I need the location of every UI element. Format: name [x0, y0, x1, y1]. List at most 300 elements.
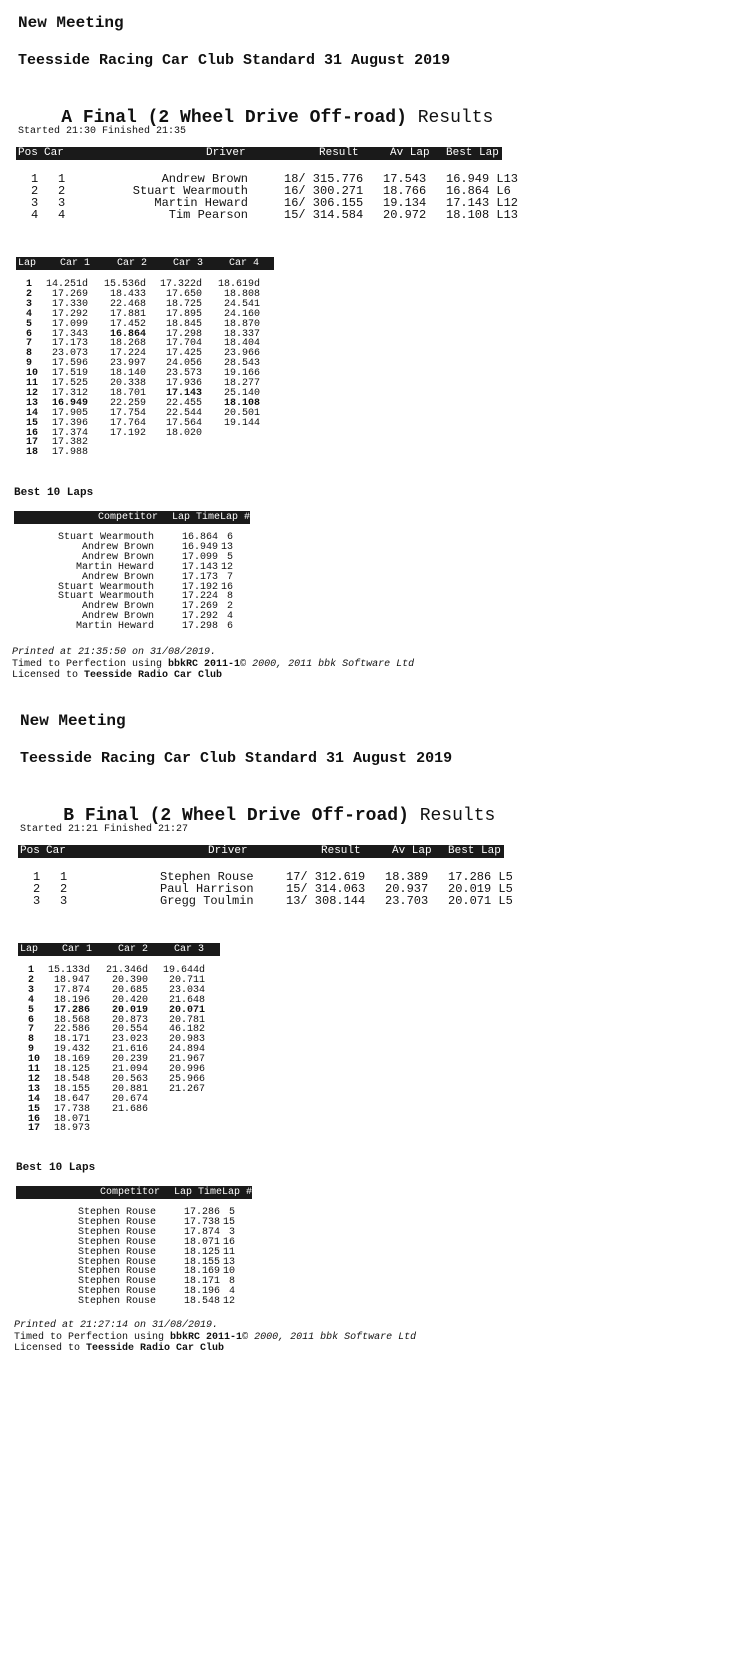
header-car: Car — [44, 147, 64, 159]
result-best-lap: 20.071 L5 — [448, 894, 513, 908]
best-lap-number: 6 — [226, 621, 233, 633]
lap-time-car-2: 20.674 — [111, 1093, 148, 1105]
lap-number: 2 — [26, 288, 33, 300]
lap-number: 6 — [26, 328, 33, 340]
result-row — [0, 871, 742, 883]
printed-at — [14, 1321, 218, 1331]
lap-time-car-1: 17.286 — [53, 1004, 90, 1016]
result-av-lap: 19.134 — [383, 196, 427, 210]
lap-time-car-2: 16.864 — [109, 328, 146, 340]
best-lap-number: 16 — [222, 1236, 235, 1248]
lap-time-car-1: 17.874 — [53, 984, 90, 996]
lap-number: 4 — [28, 994, 35, 1006]
lap-header-car3: Car 3 — [174, 944, 205, 955]
result-total: 15/ 314.063 — [286, 882, 366, 896]
best-lap-number: 8 — [228, 1276, 235, 1288]
best-lap-time: 17.292 — [182, 611, 219, 623]
lap-time-car-3: 17.143 — [165, 387, 202, 399]
best-lap-time: 18.171 — [184, 1276, 221, 1288]
lap-time-car-1: 18.568 — [53, 1014, 90, 1026]
lap-number: 3 — [26, 298, 33, 310]
result-pos: 2 — [33, 882, 41, 896]
results-header-bar — [18, 845, 504, 858]
best-lap-competitor: Stephen Rouse — [77, 1256, 156, 1268]
lap-time-car-3: 17.936 — [165, 378, 202, 389]
lap-row — [0, 1115, 742, 1125]
best-lap-number: 2 — [226, 601, 233, 613]
lap-number: 6 — [28, 1014, 35, 1026]
lap-time-car-1: 17.312 — [51, 387, 88, 399]
result-car: 2 — [58, 184, 66, 198]
result-total: 13/ 308.144 — [286, 894, 366, 908]
lap-number: 9 — [26, 358, 33, 370]
best-lap-time: 17.099 — [182, 551, 219, 563]
meeting-title: New Meeting — [18, 14, 124, 32]
lap-header-car1: Car 1 — [62, 944, 93, 955]
header-best-lap: Best Lap — [446, 147, 499, 159]
lap-number: 15 — [28, 1103, 41, 1115]
lap-time-car-1: 17.173 — [51, 338, 88, 350]
meeting-title: New Meeting — [20, 712, 126, 730]
lap-time-car-4: 24.160 — [223, 308, 260, 320]
lap-time-car-2: 20.563 — [111, 1073, 148, 1085]
best-header-lap-time: Lap Time — [172, 512, 221, 523]
result-total: 15/ 314.584 — [284, 208, 364, 222]
lap-time-car-1: 14.251d — [45, 279, 88, 290]
lap-number: 8 — [28, 1034, 35, 1046]
header-best-lap: Best Lap — [448, 845, 501, 857]
lap-time-car-2: 23.997 — [109, 358, 146, 370]
lap-number: 16 — [28, 1113, 41, 1125]
lap-time-car-1: 18.647 — [53, 1093, 90, 1105]
header-av-lap: Av Lap — [390, 147, 430, 159]
lap-number: 13 — [28, 1083, 41, 1095]
lap-header-car2: Car 2 — [117, 258, 148, 269]
result-row — [0, 883, 742, 895]
lap-number: 2 — [28, 974, 35, 986]
lap-time-car-1: 18.196 — [53, 994, 90, 1006]
lap-time-car-3: 46.182 — [168, 1024, 205, 1036]
lap-time-car-2: 18.701 — [109, 387, 146, 399]
lap-time-car-1: 17.988 — [51, 447, 88, 459]
final-name: A Final (2 Wheel Drive Off-road) — [61, 108, 407, 128]
result-driver: Tim Pearson — [168, 208, 248, 222]
result-car: 4 — [58, 208, 66, 222]
best-lap-competitor: Stephen Rouse — [77, 1246, 156, 1258]
best-lap-number: 5 — [226, 551, 233, 563]
lap-number: 12 — [26, 387, 39, 399]
best-lap-competitor: Stephen Rouse — [77, 1207, 156, 1218]
final-results-word: Results — [417, 108, 494, 128]
lap-time-car-2: 22.468 — [109, 298, 146, 310]
lap-time-car-3: 17.425 — [165, 348, 202, 360]
best-header-lap-num: Lap # — [220, 512, 251, 523]
lap-header-lap: Lap — [18, 258, 37, 269]
best-lap-time: 18.071 — [184, 1236, 221, 1248]
result-av-lap: 18.389 — [385, 870, 429, 884]
lap-time-car-3: 17.298 — [165, 328, 202, 340]
lap-time-car-2: 15.536d — [103, 279, 146, 290]
lap-number: 5 — [26, 318, 33, 330]
lap-time-car-1: 19.432 — [53, 1044, 90, 1056]
result-row — [0, 197, 742, 209]
best-lap-time: 17.286 — [184, 1207, 221, 1218]
result-best-lap: 17.143 L12 — [446, 196, 519, 210]
best-lap-time: 17.269 — [182, 601, 219, 613]
result-av-lap: 23.703 — [385, 894, 429, 908]
lap-time-car-3: 20.996 — [168, 1064, 205, 1075]
lap-time-car-4: 18.277 — [223, 378, 260, 389]
club-title: Teesside Racing Car Club Standard 31 August 2019 — [18, 52, 451, 69]
lap-time-car-1: 18.947 — [53, 974, 90, 986]
header-result: Result — [321, 845, 361, 857]
result-total: 16/ 306.155 — [284, 196, 364, 210]
best-lap-number: 3 — [228, 1226, 235, 1238]
lap-time-car-3: 17.895 — [165, 308, 202, 320]
lap-time-car-2: 22.259 — [109, 397, 146, 409]
best-lap-competitor: Stephen Rouse — [77, 1266, 156, 1278]
lap-time-car-2: 20.554 — [111, 1024, 148, 1036]
licensed-prefix: Licensed to — [12, 670, 79, 681]
lap-number: 8 — [26, 348, 33, 360]
lap-time-car-1: 17.292 — [51, 308, 88, 320]
header-car: Car — [46, 845, 66, 857]
lap-time-car-2: 21.686 — [111, 1103, 148, 1115]
best-header-competitor: Competitor — [100, 1187, 161, 1198]
best-lap-time: 17.173 — [182, 571, 219, 583]
lap-time-car-1: 18.169 — [53, 1054, 90, 1066]
lap-time-car-2: 23.023 — [111, 1034, 148, 1046]
lap-time-car-1: 17.099 — [51, 318, 88, 330]
lap-time-car-2: 20.338 — [109, 378, 146, 389]
result-driver: Martin Heward — [154, 196, 248, 210]
result-av-lap: 17.543 — [383, 172, 427, 186]
lap-time-car-3: 21.648 — [168, 994, 205, 1006]
best-lap-competitor: Martin Heward — [75, 561, 154, 573]
lap-time-car-2: 20.390 — [111, 974, 148, 986]
best-lap-time: 17.224 — [182, 591, 219, 603]
lap-header-bar — [16, 257, 274, 270]
lap-number: 14 — [26, 407, 39, 419]
results-header-bar — [16, 147, 502, 160]
best-lap-time: 18.125 — [184, 1246, 221, 1258]
lap-row — [0, 438, 742, 448]
result-driver: Gregg Toulmin — [160, 894, 254, 908]
best-lap-number: 6 — [226, 532, 233, 543]
lap-time-car-4: 28.543 — [223, 358, 260, 370]
result-pos: 1 — [33, 870, 41, 884]
final-name: B Final (2 Wheel Drive Off-road) — [63, 806, 409, 826]
timed-product: bbkRC 2011-1 — [170, 1332, 243, 1343]
lap-time-car-3: 20.071 — [168, 1004, 205, 1016]
lap-header-car2: Car 2 — [118, 944, 149, 955]
lap-time-car-1: 16.949 — [51, 397, 88, 409]
best-lap-number: 15 — [222, 1216, 235, 1228]
lap-time-car-1: 17.738 — [53, 1103, 90, 1115]
lap-time-car-4: 18.619d — [217, 279, 260, 290]
lap-time-car-4: 19.166 — [223, 368, 260, 380]
final-title — [20, 786, 495, 846]
start-finish-time: Started 21:30 Finished 21:35 — [18, 126, 187, 137]
lap-header-car3: Car 3 — [173, 258, 204, 269]
lap-time-car-3: 18.725 — [165, 298, 202, 310]
best-header-lap-time: Lap Time — [174, 1187, 223, 1198]
best-lap-time: 17.738 — [184, 1216, 221, 1228]
lap-time-car-4: 19.144 — [223, 417, 260, 429]
result-car: 3 — [60, 894, 68, 908]
licensed-to — [14, 1344, 224, 1354]
best-lap-time: 17.874 — [184, 1226, 221, 1238]
lap-time-car-2: 17.754 — [109, 407, 146, 419]
best-lap-number: 4 — [228, 1286, 235, 1298]
best-lap-competitor: Andrew Brown — [81, 601, 154, 613]
best-lap-number: 7 — [226, 571, 233, 583]
best-lap-competitor: Stuart Wearmouth — [57, 581, 154, 593]
timed-suffix: © 2000, 2011 bbk Software Ltd — [240, 659, 415, 670]
lap-time-car-3: 20.711 — [168, 974, 205, 986]
result-car: 1 — [58, 172, 66, 186]
best-lap-competitor: Andrew Brown — [81, 571, 154, 583]
best-lap-time: 16.949 — [182, 541, 219, 553]
lap-time-car-3: 17.564 — [165, 417, 202, 429]
best-lap-number: 12 — [220, 561, 233, 573]
lap-number: 18 — [26, 447, 39, 459]
lap-time-car-1: 17.330 — [51, 298, 88, 310]
lap-time-car-2: 17.452 — [109, 318, 146, 330]
lap-time-car-1: 18.171 — [53, 1034, 90, 1046]
timed-by — [12, 660, 414, 670]
lap-number: 13 — [26, 397, 39, 409]
licensed-club: Teesside Radio Car Club — [84, 670, 223, 681]
lap-number: 12 — [28, 1073, 41, 1085]
lap-time-car-1: 15.133d — [47, 965, 90, 976]
best-lap-competitor: Andrew Brown — [81, 611, 154, 623]
lap-time-car-2: 20.685 — [111, 984, 148, 996]
lap-time-car-4: 25.140 — [223, 387, 260, 399]
lap-time-car-1: 17.343 — [51, 328, 88, 340]
best-lap-time: 17.192 — [182, 581, 219, 593]
result-total: 18/ 315.776 — [284, 172, 364, 186]
result-total: 17/ 312.619 — [286, 870, 366, 884]
timed-prefix: Timed to Perfection using — [12, 659, 163, 670]
best-lap-competitor: Stuart Wearmouth — [57, 532, 154, 543]
header-result: Result — [319, 147, 359, 159]
lap-time-car-2: 18.268 — [109, 338, 146, 350]
lap-number: 10 — [28, 1054, 41, 1066]
result-best-lap: 17.286 L5 — [448, 870, 513, 884]
timed-prefix: Timed to Perfection using — [14, 1332, 165, 1343]
result-car: 3 — [58, 196, 66, 210]
lap-time-car-3: 20.781 — [168, 1014, 205, 1026]
lap-time-car-3: 17.322d — [159, 279, 202, 290]
best-lap-number: 10 — [222, 1266, 235, 1278]
lap-number: 7 — [28, 1024, 35, 1036]
result-best-lap: 16.864 L6 — [446, 184, 511, 198]
printed-text: Printed at 21:27:14 on 31/08/2019. — [14, 1320, 219, 1331]
best-lap-competitor: Stephen Rouse — [77, 1236, 156, 1248]
result-av-lap: 20.937 — [385, 882, 429, 896]
result-pos: 2 — [31, 184, 39, 198]
lap-time-car-3: 18.020 — [165, 427, 202, 439]
lap-time-car-4: 20.501 — [223, 407, 260, 419]
best-lap-competitor: Andrew Brown — [81, 541, 154, 553]
lap-number: 11 — [26, 378, 39, 389]
lap-time-car-2: 17.764 — [109, 417, 146, 429]
lap-time-car-3: 21.967 — [168, 1054, 205, 1066]
lap-time-car-2: 21.346d — [105, 965, 148, 976]
result-row — [0, 173, 742, 185]
printed-text: Printed at 21:35:50 on 31/08/2019. — [12, 647, 217, 658]
result-pos: 1 — [31, 172, 39, 186]
best-lap-competitor: Stephen Rouse — [77, 1286, 156, 1298]
result-av-lap: 18.766 — [383, 184, 427, 198]
lap-time-car-1: 17.396 — [51, 417, 88, 429]
lap-time-car-2: 21.616 — [111, 1044, 148, 1056]
lap-number: 3 — [28, 984, 35, 996]
result-row — [0, 895, 742, 907]
lap-time-car-2: 20.239 — [111, 1054, 148, 1066]
result-row — [0, 185, 742, 197]
result-best-lap: 16.949 L13 — [446, 172, 519, 186]
lap-time-car-1: 18.548 — [53, 1073, 90, 1085]
lap-number: 1 — [28, 965, 35, 976]
lap-time-car-2: 21.094 — [111, 1064, 148, 1075]
lap-time-car-3: 25.966 — [168, 1073, 205, 1085]
final-title — [18, 88, 493, 148]
lap-time-car-3: 19.644d — [162, 965, 205, 976]
header-driver: Driver — [208, 845, 248, 857]
timed-by — [14, 1333, 416, 1343]
lap-time-car-3: 22.455 — [165, 397, 202, 409]
result-av-lap: 20.972 — [383, 208, 427, 222]
best-lap-number: 4 — [226, 611, 233, 623]
result-driver: Andrew Brown — [161, 172, 248, 186]
lap-number: 17 — [28, 1123, 41, 1135]
lap-time-car-4: 18.108 — [223, 397, 260, 409]
result-pos: 4 — [31, 208, 39, 222]
lap-time-car-3: 24.056 — [165, 358, 202, 370]
lap-time-car-1: 18.973 — [53, 1123, 90, 1135]
lap-time-car-2: 20.873 — [111, 1014, 148, 1026]
best-lap-time: 16.864 — [182, 532, 219, 543]
best-header-lap-num: Lap # — [222, 1187, 253, 1198]
lap-time-car-3: 17.650 — [165, 288, 202, 300]
best-lap-number: 16 — [220, 581, 233, 593]
lap-time-car-1: 17.374 — [51, 427, 88, 439]
result-best-lap: 20.019 L5 — [448, 882, 513, 896]
result-best-lap: 18.108 L13 — [446, 208, 519, 222]
lap-time-car-4: 23.966 — [223, 348, 260, 360]
result-driver: Stephen Rouse — [160, 870, 254, 884]
lap-time-car-3: 24.894 — [168, 1044, 205, 1056]
best-lap-competitor: Stephen Rouse — [77, 1216, 156, 1228]
header-av-lap: Av Lap — [392, 845, 432, 857]
header-pos: Pos — [20, 845, 40, 857]
lap-number: 17 — [26, 437, 39, 449]
best-lap-competitor: Stuart Wearmouth — [57, 591, 154, 603]
lap-number: 11 — [28, 1064, 41, 1075]
timed-product: bbkRC 2011-1 — [168, 659, 241, 670]
best-laps-title: Best 10 Laps — [14, 487, 94, 499]
result-pos: 3 — [31, 196, 39, 210]
lap-number: 9 — [28, 1044, 35, 1056]
lap-time-car-1: 18.125 — [53, 1064, 90, 1075]
lap-time-car-1: 18.071 — [53, 1113, 90, 1125]
lap-time-car-3: 23.573 — [165, 368, 202, 380]
best-lap-number: 5 — [228, 1207, 235, 1218]
result-row — [0, 209, 742, 221]
timed-suffix: © 2000, 2011 bbk Software Ltd — [242, 1332, 417, 1343]
lap-header-bar — [18, 943, 220, 956]
lap-time-car-4: 18.337 — [223, 328, 260, 340]
best-lap-number: 8 — [226, 591, 233, 603]
lap-time-car-2: 20.420 — [111, 994, 148, 1006]
lap-time-car-1: 17.525 — [51, 378, 88, 389]
lap-time-car-1: 17.269 — [51, 288, 88, 300]
lap-time-car-3: 21.267 — [168, 1083, 205, 1095]
best-lap-competitor: Andrew Brown — [81, 551, 154, 563]
lap-time-car-1: 22.586 — [53, 1024, 90, 1036]
best-lap-competitor: Martin Heward — [75, 621, 154, 633]
best-lap-number: 13 — [222, 1256, 235, 1268]
best-lap-time: 17.298 — [182, 621, 219, 633]
best-lap-time: 17.143 — [182, 561, 219, 573]
lap-time-car-3: 20.983 — [168, 1034, 205, 1046]
printed-at — [12, 648, 216, 658]
best-laps-title: Best 10 Laps — [16, 1162, 96, 1174]
lap-time-car-2: 20.019 — [111, 1004, 148, 1016]
lap-time-car-1: 17.905 — [51, 407, 88, 419]
best-lap-number: 11 — [222, 1246, 235, 1258]
best-lap-competitor: Stephen Rouse — [77, 1296, 156, 1308]
best-lap-time: 18.548 — [184, 1296, 221, 1308]
lap-header-lap: Lap — [20, 944, 39, 955]
lap-header-car1: Car 1 — [60, 258, 91, 269]
best-lap-competitor: Stephen Rouse — [77, 1226, 156, 1238]
licensed-club: Teesside Radio Car Club — [86, 1343, 225, 1354]
lap-time-car-4: 24.541 — [223, 298, 260, 310]
lap-time-car-1: 17.596 — [51, 358, 88, 370]
result-pos: 3 — [33, 894, 41, 908]
lap-time-car-3: 18.845 — [165, 318, 202, 330]
header-driver: Driver — [206, 147, 246, 159]
best-laps-header-bar — [16, 1186, 252, 1199]
result-driver: Stuart Wearmouth — [132, 184, 248, 198]
lap-time-car-4: 18.404 — [223, 338, 260, 350]
result-car: 2 — [60, 882, 68, 896]
lap-time-car-1: 18.155 — [53, 1083, 90, 1095]
lap-row — [0, 1124, 742, 1134]
licensed-prefix: Licensed to — [14, 1343, 81, 1354]
lap-time-car-4: 18.870 — [223, 318, 260, 330]
best-header-competitor: Competitor — [98, 512, 159, 523]
lap-time-car-2: 18.433 — [109, 288, 146, 300]
lap-time-car-2: 17.881 — [109, 308, 146, 320]
lap-number: 10 — [26, 368, 39, 380]
best-lap-row — [0, 622, 742, 632]
best-lap-time: 18.155 — [184, 1256, 221, 1268]
lap-number: 4 — [26, 308, 33, 320]
best-lap-number: 12 — [222, 1296, 235, 1308]
lap-time-car-3: 22.544 — [165, 407, 202, 419]
best-lap-number: 13 — [220, 541, 233, 553]
lap-time-car-1: 17.519 — [51, 368, 88, 380]
header-pos: Pos — [18, 147, 38, 159]
best-lap-row — [0, 1297, 742, 1307]
lap-number: 7 — [26, 338, 33, 350]
best-lap-competitor: Stephen Rouse — [77, 1276, 156, 1288]
final-results-word: Results — [419, 806, 496, 826]
